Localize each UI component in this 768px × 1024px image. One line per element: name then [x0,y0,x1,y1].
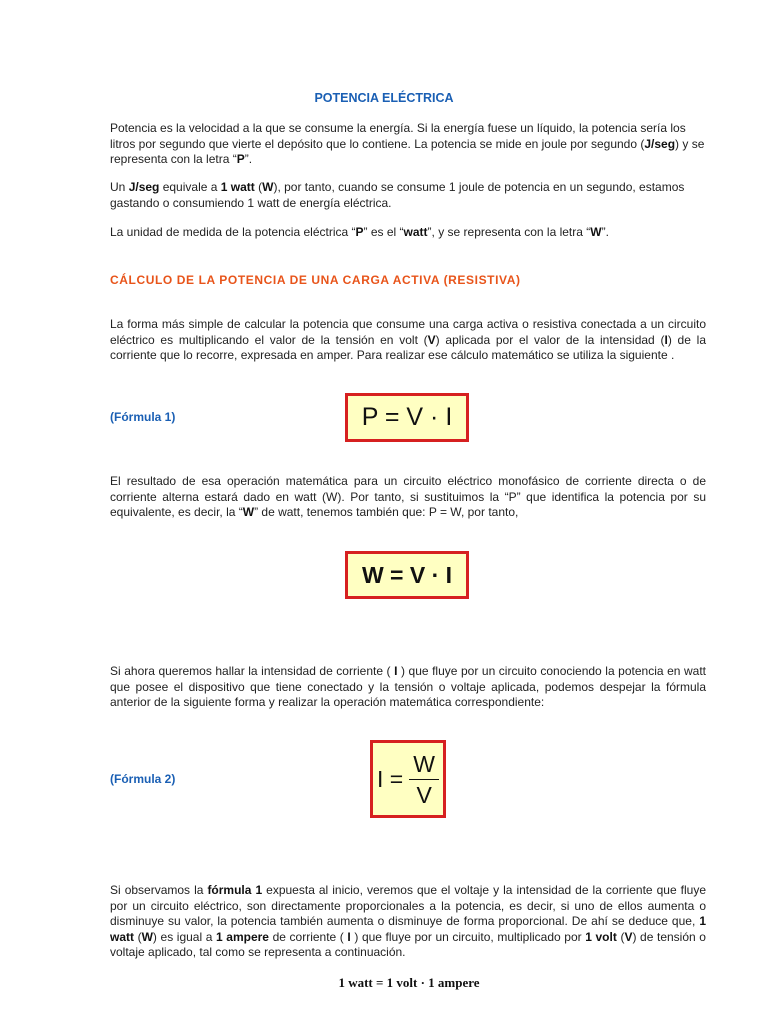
text-run: Potencia es la velocidad a la que se consume la energía. Si la energía fuese un líquido, la potencia sería los litros por segundo que vierte el depósito que lo contiene. La potencia se mide en joule por segundo ( [110,121,686,151]
text-run: ), por tanto, cuando se consume 1 joule de potencia en un segundo, estamos gastando o consumiendo 1 watt de energía eléctrica. [110,180,685,210]
text-run: ”. [244,152,253,166]
bold-letter: I [347,929,351,944]
text-run: La forma más simple de calcular la potencia que consume una carga activa o resistiva conectada a un circuito eléctrico es multiplicando el valor de la tensión en volt ( [110,317,706,347]
text-run: ” de watt, tenemos también que: P = W, por tanto, [254,505,519,519]
text-run: expuesta al inicio, veremos que el voltaje y la intensidad de la corriente que fluye por un circuito eléctrico, son directamente proporcionales a la potencia, es decir, si uno de ellos aumenta o disminuye su valor, la potencia también aumenta o disminuye de forma proporcional. De ahí se deduce que, [110,883,707,928]
text-run: El resultado de esa operación matemática para un circuito eléctrico monofásico de corriente directa o de corriente alterna estará dado en watt (W). Por tanto, si sustituimos la “P” que identifica la potencia por su equivalente, es decir, la “ [110,474,706,519]
text-run: ) que fluye por un circuito, multiplicado por [350,929,586,944]
text-run: Un [110,180,129,194]
text-run: equivale a [159,180,221,194]
text-run: La unidad de medida de la potencia eléctrica “ [110,225,356,239]
text-run: ) que fluye por un circuito conociendo la potencia en watt que posee el dispositivo que tiene conectado y la tensión o voltaje aplicada, podemos despejar la fórmula anterior de la siguiente forma y realizar la operación matemática correspondiente: [110,664,706,709]
formula-2-denominator: V [416,781,432,808]
final-equation: 1 watt = 1 volt · 1 ampere [338,975,480,990]
bold-letter: W [262,180,274,194]
text-run: Si observamos la [110,883,208,897]
section-paragraph-4 [110,883,706,961]
bold-unit: J/seg [644,136,676,151]
bold-letter: W [242,505,255,519]
text-run: de corriente ( [268,929,348,944]
bold-letter: I [394,664,398,678]
bold-letter: P [355,225,364,239]
text-run: ( [254,180,263,194]
formula-w-text: W = V · I [361,561,453,588]
bold-letter: I [664,332,668,347]
bold-letter: P [236,152,245,166]
text-run: ) es igual a [152,929,217,944]
section-paragraph-1 [110,317,706,364]
text-run: ”, y se representa con la letra “ [427,225,591,239]
formula-2-numerator: W [409,751,439,780]
text-run: ) aplicada por el valor de la intensidad ( [435,332,665,347]
bold-unit: watt [403,225,428,239]
section-paragraph-3 [110,664,706,711]
text-run: ( [134,929,142,944]
formula-2-box [370,740,446,818]
text-run: ” es el “ [363,225,404,239]
section-paragraph-2 [110,474,706,521]
formula-2-fraction [409,751,439,808]
formula-1-text: P = V · I [361,403,453,431]
page-title: POTENCIA ELÉCTRICA [314,91,454,105]
formula-w-box [345,551,469,599]
text-run: ) de la corriente que lo recorre, expresada en amper. Para realizar ese cálculo matemático se utiliza la siguiente . [110,332,706,362]
text-run: ) de tensión o voltaje aplicado, tal como se representa a continuación. [110,929,706,959]
text-run: ”. [601,225,609,239]
section-heading: CÁLCULO DE LA POTENCIA DE UNA CARGA ACTIVA (RESISTIVA) [110,273,521,287]
bold-unit: 1 watt [110,914,706,944]
bold-letter: V [427,332,436,347]
formula-2-label: (Fórmula 2) [110,772,176,786]
bold-unit: 1 ampere [216,929,269,944]
intro-paragraph-1 [110,121,706,168]
text-run: ( [616,929,625,944]
bold-letter: V [624,929,633,944]
bold-term: fórmula 1 [207,883,263,897]
text-run: Si ahora queremos hallar la intensidad de corriente ( [110,664,395,678]
bold-unit: J/seg [128,180,160,194]
intro-paragraph-2 [110,180,706,211]
text-run: ) y se representa con la letra “ [110,136,705,166]
bold-letter: W [590,225,602,239]
bold-letter: W [141,929,153,944]
bold-unit: 1 watt [220,180,255,194]
intro-paragraph-3 [110,225,706,241]
bold-unit: 1 volt [585,929,617,944]
formula-1-label: (Fórmula 1) [110,410,176,424]
formula-1-box [345,393,469,442]
formula-2-lhs: I = [377,765,404,792]
